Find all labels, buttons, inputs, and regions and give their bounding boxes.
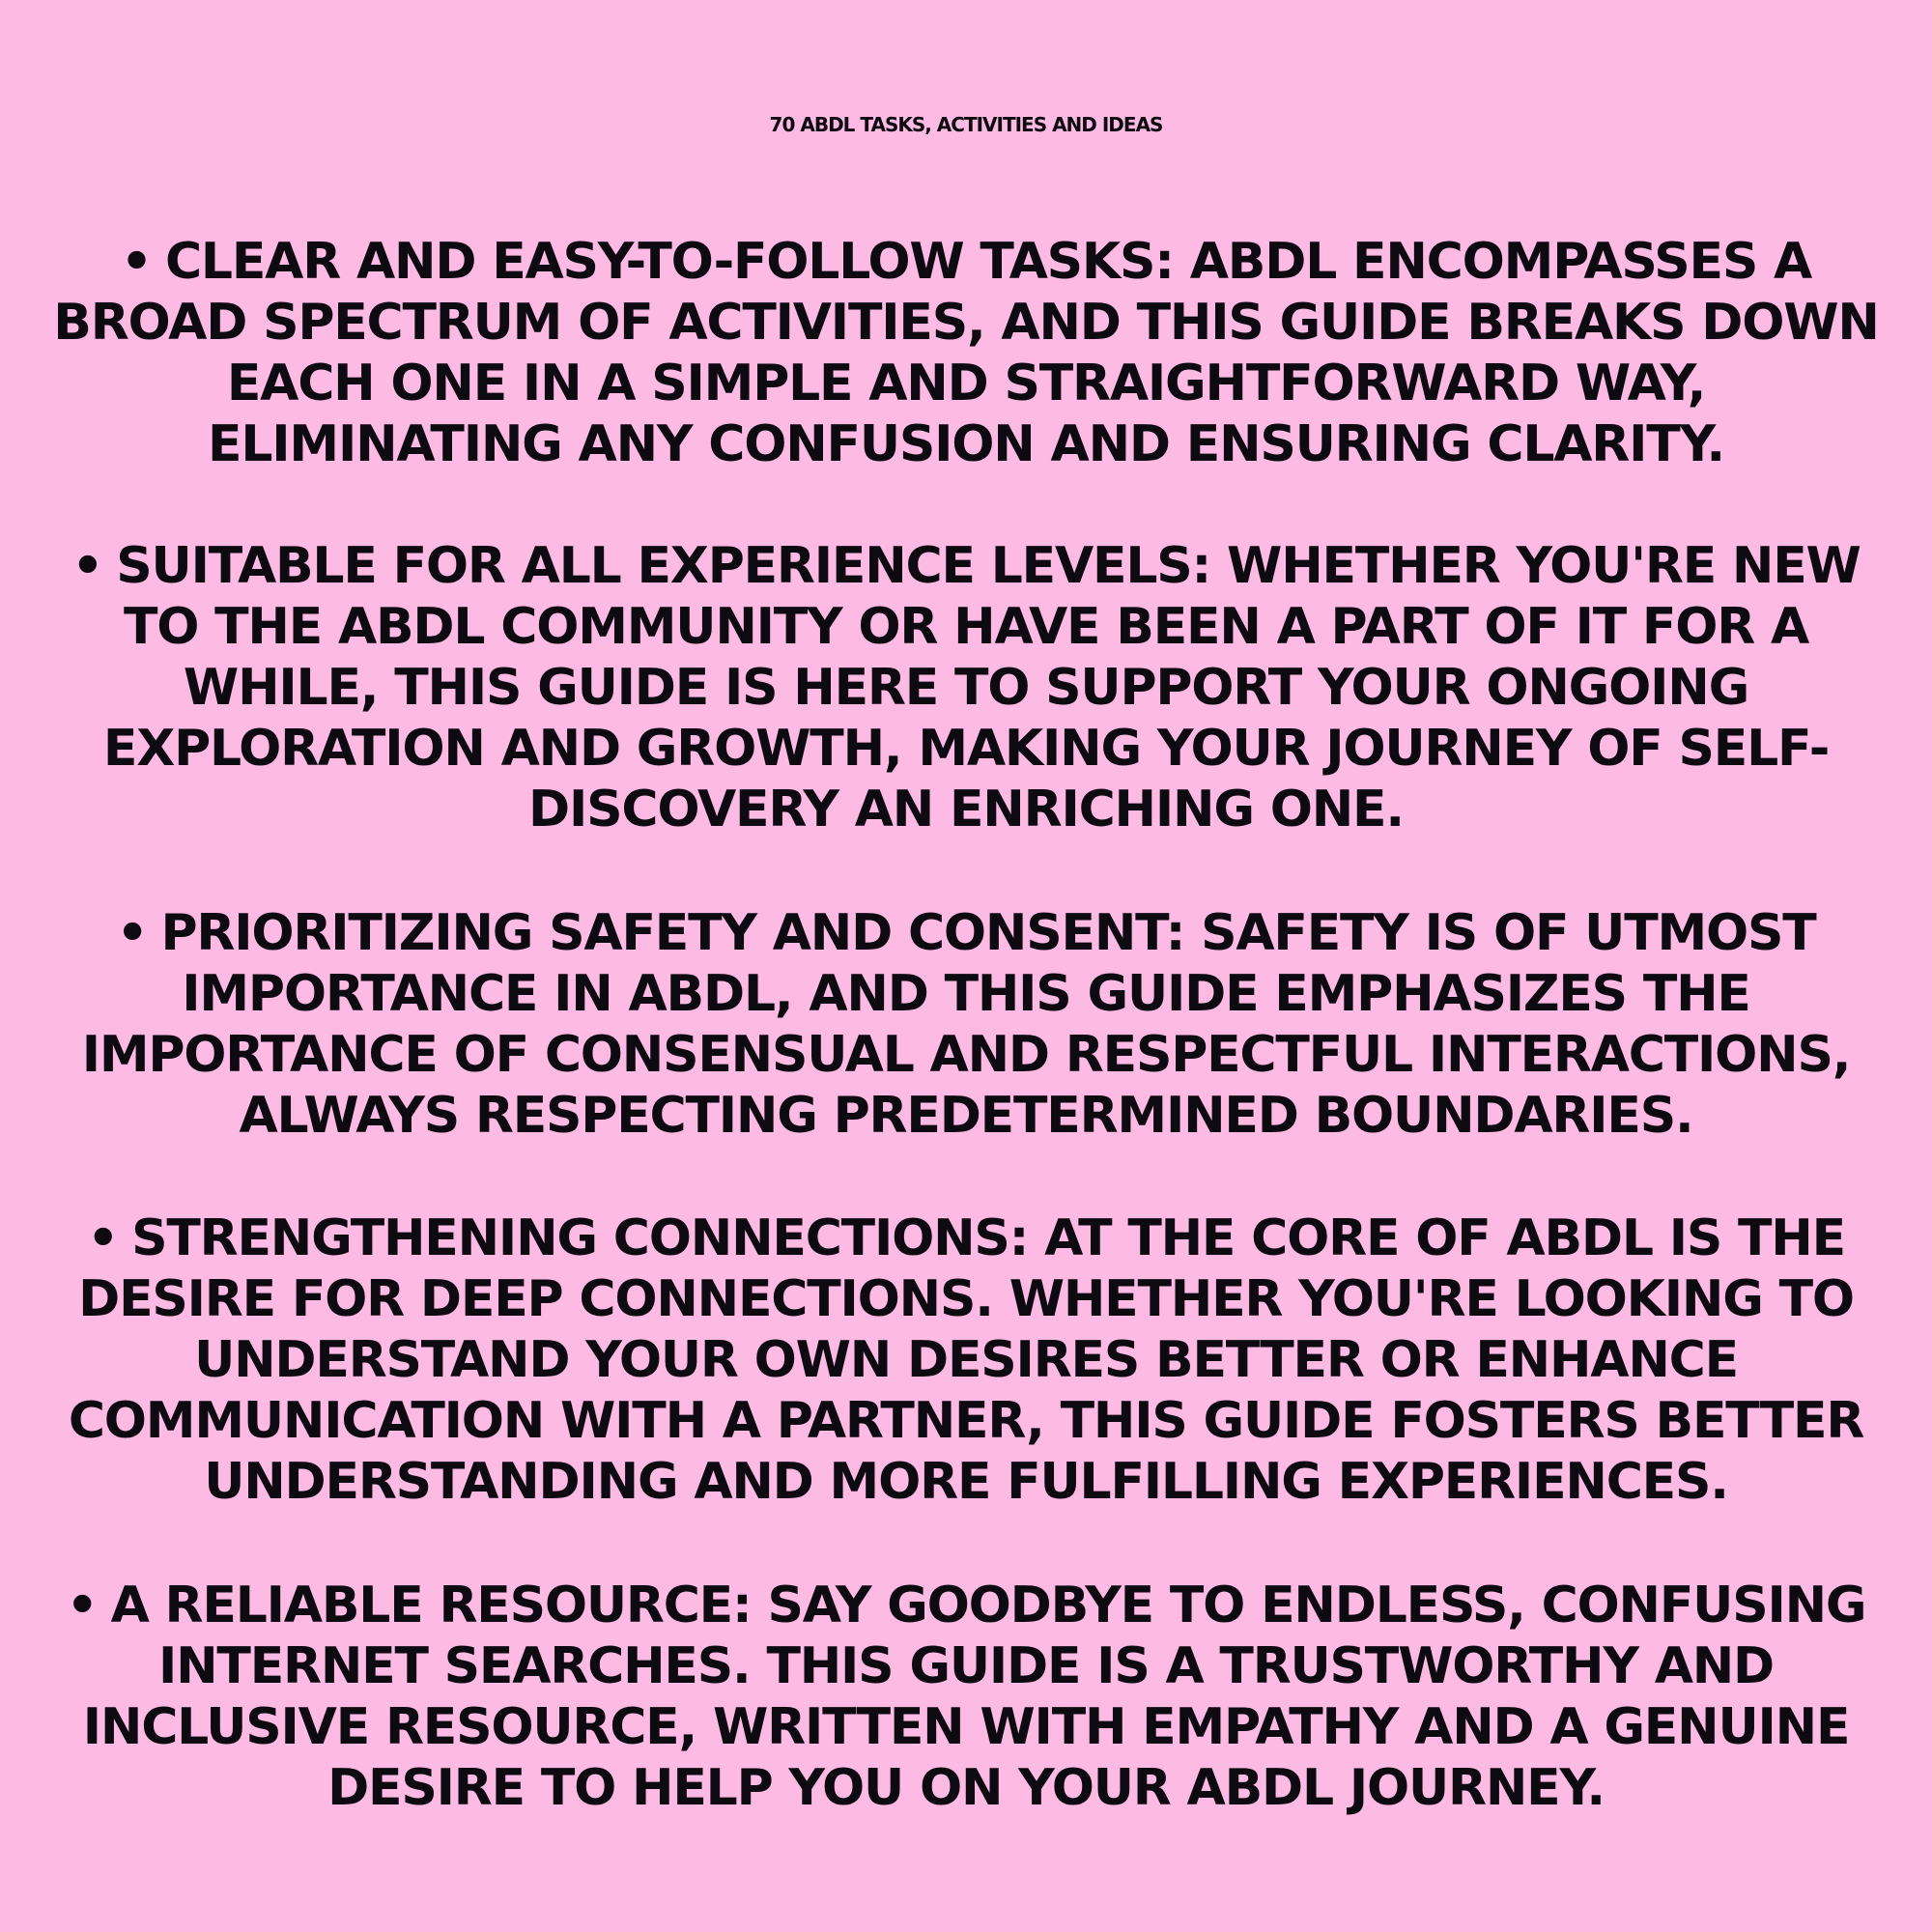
feature-line: • SUITABLE FOR ALL EXPERIENCE LEVELS: WHETHER YOU'RE NEW	[71, 537, 1861, 595]
feature-line: TO THE ABDL COMMUNITY OR HAVE BEEN A PART OF IT FOR A	[123, 598, 1809, 656]
feature-item-1	[48, 232, 1884, 475]
bullet-icon: •	[116, 904, 148, 962]
feature-line: IMPORTANCE OF CONSENSUAL AND RESPECTFUL INTERACTIONS,	[81, 1026, 1851, 1084]
feature-line: COMMUNICATION WITH A PARTNER, THIS GUIDE FOSTERS BETTER	[68, 1392, 1864, 1450]
feature-line: EXPLORATION AND GROWTH, MAKING YOUR JOURNEY OF SELF-	[102, 720, 1830, 778]
feature-line: • PRIORITIZING SAFETY AND CONSENT: SAFETY IS OF UTMOST	[116, 904, 1816, 962]
feature-line: • CLEAR AND EASY-TO-FOLLOW TASKS: ABDL ENCOMPASSES A	[120, 233, 1812, 291]
feature-item-3	[48, 903, 1884, 1147]
feature-item-5	[48, 1576, 1884, 1819]
feature-line: ALWAYS RESPECTING PREDETERMINED BOUNDARIES.	[239, 1087, 1693, 1145]
feature-item-2	[48, 536, 1884, 840]
feature-line: EACH ONE IN A SIMPLE AND STRAIGHTFORWARD WAY,	[226, 355, 1706, 412]
feature-line: BROAD SPECTRUM OF ACTIVITIES, AND THIS GUIDE BREAKS DOWN	[53, 294, 1879, 352]
feature-line: DESIRE TO HELP YOU ON YOUR ABDL JOURNEY.	[327, 1759, 1605, 1817]
feature-line: • STRENGTHENING CONNECTIONS: AT THE CORE OF ABDL IS THE	[87, 1209, 1845, 1267]
feature-line: ELIMINATING ANY CONFUSION AND ENSURING CLARITY.	[208, 415, 1724, 473]
feature-line: INCLUSIVE RESOURCE, WRITTEN WITH EMPATHY AND A GENUINE	[82, 1698, 1850, 1756]
bullet-icon: •	[71, 537, 103, 595]
feature-line: WHILE, THIS GUIDE IS HERE TO SUPPORT YOUR ONGOING	[183, 659, 1749, 717]
feature-line: UNDERSTAND YOUR OWN DESIRES BETTER OR ENHANCE	[194, 1331, 1738, 1389]
feature-item-4	[48, 1208, 1884, 1513]
bullet-icon: •	[120, 233, 152, 291]
feature-line: INTERNET SEARCHES. THIS GUIDE IS A TRUSTWORTHY AND	[157, 1637, 1775, 1695]
feature-line: DESIRE FOR DEEP CONNECTIONS. WHETHER YOU'RE LOOKING TO	[78, 1270, 1854, 1328]
bullet-icon: •	[66, 1577, 98, 1634]
page-title: 70 ABDL TASKS, ACTIVITIES AND IDEAS	[769, 113, 1163, 136]
feature-line: • A RELIABLE RESOURCE: SAY GOODBYE TO ENDLESS, CONFUSING	[66, 1577, 1866, 1634]
feature-line: IMPORTANCE IN ABDL, AND THIS GUIDE EMPHASIZES THE	[182, 965, 1750, 1023]
feature-line: DISCOVERY AN ENRICHING ONE.	[528, 781, 1404, 838]
feature-line: UNDERSTANDING AND MORE FULFILLING EXPERIENCES.	[204, 1453, 1728, 1511]
bullet-icon: •	[87, 1209, 119, 1267]
